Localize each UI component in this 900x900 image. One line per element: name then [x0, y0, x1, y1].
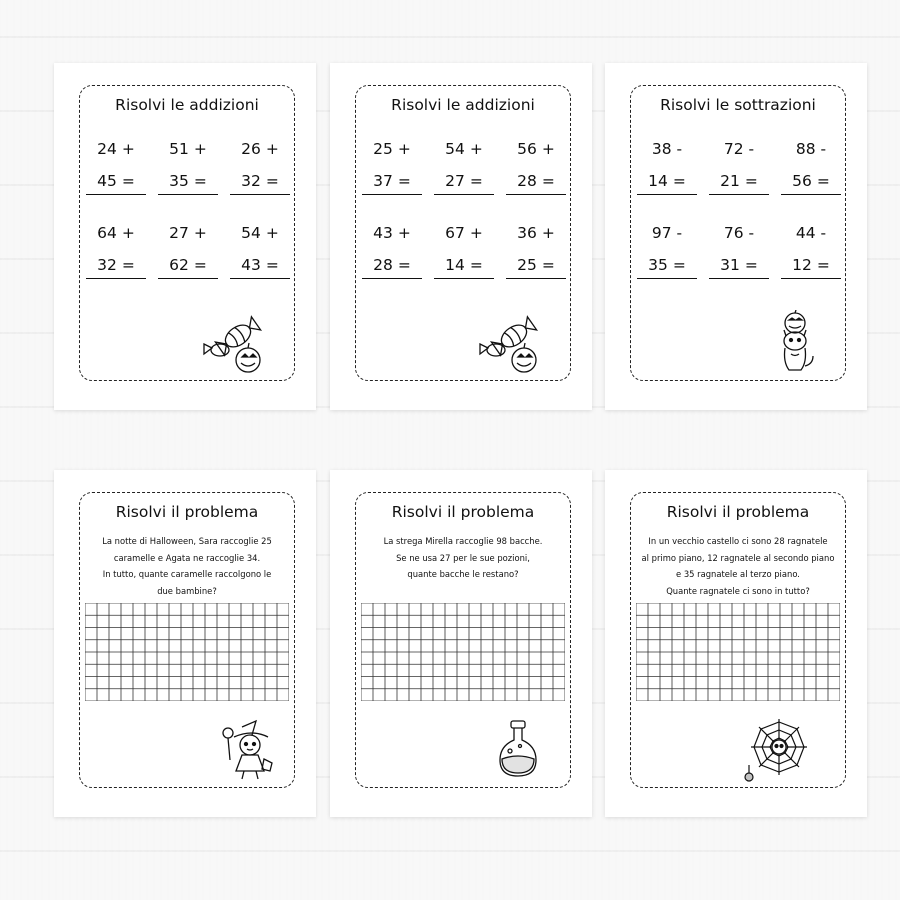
answer-line — [158, 194, 218, 195]
operation — [781, 222, 841, 279]
witch-girl-icon — [220, 719, 280, 781]
card-border — [79, 85, 295, 381]
answer-line — [230, 194, 290, 195]
problem-line: e 35 ragnatele al terzo piano. — [676, 569, 800, 579]
candy-pumpkin-icon — [476, 314, 544, 374]
operand-bottom: 45 = — [97, 172, 135, 190]
card-title: Risolvi il problema — [115, 503, 259, 521]
operations-row — [86, 138, 290, 195]
operand-bottom: 35 = — [648, 256, 686, 274]
problem-line: caramelle e Agata ne raccoglie 34. — [113, 552, 261, 563]
answer-line — [709, 194, 769, 195]
operand-top: 56 + — [517, 140, 555, 158]
operand-top: 24 + — [97, 140, 135, 158]
operand-top: 43 + — [373, 224, 411, 242]
operand-bottom: 28 = — [373, 256, 411, 274]
operation — [709, 222, 769, 279]
card-title: Risolvi le addizioni — [391, 96, 535, 114]
problem-line: quante bacche le restano? — [407, 569, 519, 579]
candy-pumpkin-icon — [200, 314, 268, 374]
operand-bottom: 28 = — [517, 172, 555, 190]
operation — [637, 138, 697, 195]
operation — [86, 138, 146, 195]
problem-line: Quante ragnatele ci sono in tutto? — [666, 585, 810, 596]
operation — [362, 138, 422, 195]
answer-line — [637, 278, 697, 279]
problem-line: Se ne usa 27 per le sue pozioni, — [396, 552, 530, 563]
problem-line: al primo piano, 12 ragnatele al secondo piano — [641, 552, 835, 563]
operand-top: 51 + — [169, 140, 207, 158]
operand-bottom: 62 = — [169, 256, 207, 274]
operand-bottom: 14 = — [445, 256, 483, 274]
operand-bottom: 32 = — [241, 172, 279, 190]
operand-top: 36 + — [517, 224, 555, 242]
answer-line — [637, 194, 697, 195]
operand-bottom: 37 = — [373, 172, 411, 190]
operand-top: 25 + — [373, 140, 411, 158]
answer-line — [781, 194, 841, 195]
spider-web-icon — [741, 715, 813, 785]
worksheet-card-6 — [605, 470, 867, 817]
card-border — [630, 85, 846, 381]
operand-top: 64 + — [97, 224, 135, 242]
operand-bottom: 12 = — [792, 256, 830, 274]
potion-bottle-icon — [496, 719, 540, 779]
operation — [506, 222, 566, 279]
answer-line — [86, 278, 146, 279]
operand-top: 26 + — [241, 140, 279, 158]
problem-text — [88, 533, 286, 599]
operand-bottom: 14 = — [648, 172, 686, 190]
answer-line — [781, 278, 841, 279]
operations-row — [86, 222, 290, 279]
problem-line: La strega Mirella raccoglie 98 bacche. — [383, 536, 543, 546]
answer-line — [362, 278, 422, 279]
operand-top: 54 + — [241, 224, 279, 242]
problem-text — [364, 533, 562, 583]
operand-bottom: 25 = — [517, 256, 555, 274]
operand-top: 67 + — [445, 224, 483, 242]
problem-text — [639, 533, 837, 599]
operand-top: 27 + — [169, 224, 207, 242]
card-border — [79, 492, 295, 788]
operand-top: 76 - — [723, 224, 755, 242]
answer-line — [230, 278, 290, 279]
operand-bottom: 31 = — [720, 256, 758, 274]
operand-top: 97 - — [651, 224, 683, 242]
card-title: Risolvi le sottrazioni — [660, 96, 816, 114]
operand-bottom: 27 = — [445, 172, 483, 190]
operations-row — [362, 138, 566, 195]
operation — [86, 222, 146, 279]
operation — [158, 222, 218, 279]
squared-grid — [361, 603, 565, 701]
worksheet-card-3 — [605, 63, 867, 410]
pumpkin-cat-icon — [771, 310, 819, 374]
answer-line — [506, 278, 566, 279]
operand-top: 72 - — [723, 140, 755, 158]
worksheet-card-1 — [54, 63, 316, 410]
operand-top: 88 - — [795, 140, 827, 158]
operation — [709, 138, 769, 195]
operand-bottom: 32 = — [97, 256, 135, 274]
operand-bottom: 56 = — [792, 172, 830, 190]
problem-line: In un vecchio castello ci sono 28 ragnatele — [648, 536, 828, 546]
operand-bottom: 21 = — [720, 172, 758, 190]
operation — [781, 138, 841, 195]
card-border — [355, 492, 571, 788]
squared-grid — [636, 603, 840, 701]
worksheet-card-2 — [330, 63, 592, 410]
operand-top: 54 + — [445, 140, 483, 158]
worksheet-card-4 — [54, 470, 316, 817]
operations-row — [637, 222, 841, 279]
card-title: Risolvi il problema — [391, 503, 535, 521]
answer-line — [158, 278, 218, 279]
card-title: Risolvi le addizioni — [115, 96, 259, 114]
answer-line — [362, 194, 422, 195]
operations-grid — [362, 138, 566, 279]
operation — [637, 222, 697, 279]
answer-line — [709, 278, 769, 279]
answer-line — [506, 194, 566, 195]
answer-line — [434, 278, 494, 279]
operand-top: 38 - — [651, 140, 683, 158]
operation — [434, 138, 494, 195]
operand-bottom: 35 = — [169, 172, 207, 190]
operand-top: 44 - — [795, 224, 827, 242]
card-border — [630, 492, 846, 788]
operation — [230, 138, 290, 195]
problem-line: In tutto, quante caramelle raccolgono le — [102, 569, 272, 579]
operation — [158, 138, 218, 195]
answer-line — [434, 194, 494, 195]
operations-row — [637, 138, 841, 195]
problem-line: La notte di Halloween, Sara raccoglie 25 — [102, 536, 272, 546]
operations-grid — [86, 138, 290, 279]
problem-line: due bambine? — [157, 585, 217, 596]
operation — [434, 222, 494, 279]
operation — [506, 138, 566, 195]
operation — [230, 222, 290, 279]
card-border — [355, 85, 571, 381]
squared-grid — [85, 603, 289, 701]
operation — [362, 222, 422, 279]
answer-line — [86, 194, 146, 195]
card-title: Risolvi il problema — [666, 503, 810, 521]
worksheet-card-5 — [330, 470, 592, 817]
operations-row — [362, 222, 566, 279]
operations-grid — [637, 138, 841, 279]
operand-bottom: 43 = — [241, 256, 279, 274]
